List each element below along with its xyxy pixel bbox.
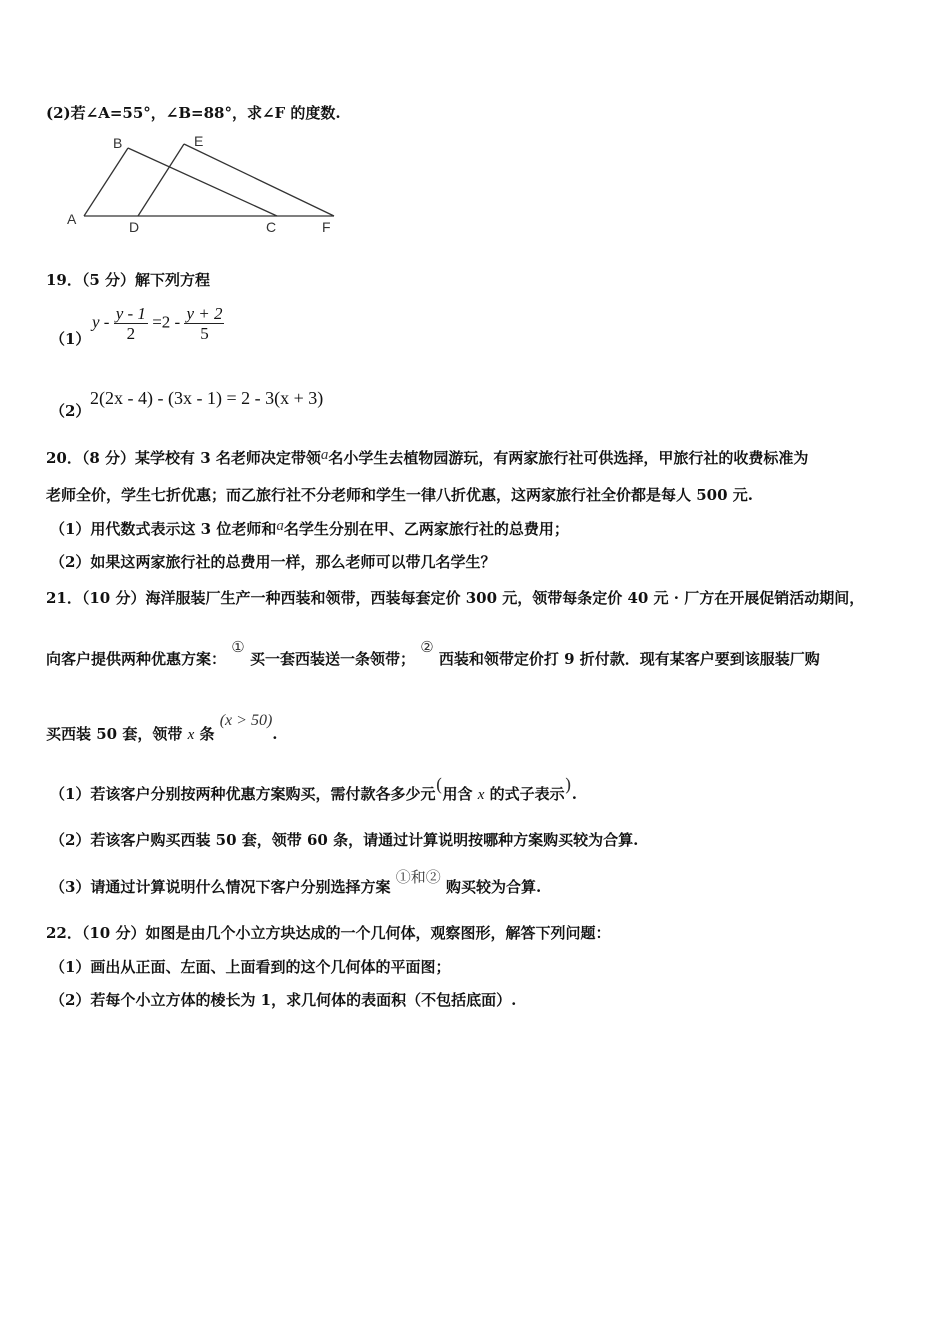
q21-line-3a: 买西装 50 套，领带 <box>46 725 183 743</box>
q19-equation-2: 2(2x - 4) - (3x - 1) = 2 - 3(x + 3) <box>90 388 324 408</box>
segment-DE <box>138 144 184 216</box>
q21-sub-1-var-x: x <box>477 787 485 803</box>
q21-sub-1-end: . <box>571 785 577 803</box>
q20-line-1b: 名小学生去植物园游玩，有两家旅行社可供选择，甲旅行社的收费标准为 <box>328 449 809 467</box>
q19-part2-label: （2） <box>50 402 91 420</box>
point-C-label: C <box>266 219 277 235</box>
q19-eq1-var-y: y <box>92 312 100 332</box>
point-D-label: D <box>129 219 140 235</box>
q21-line-2a: 向客户提供两种优惠方案： <box>46 650 227 668</box>
q19-part1-label: （1） <box>50 330 91 348</box>
q21-sub-3b: 购买较为合算. <box>445 878 542 896</box>
segment-EF <box>184 144 334 216</box>
q19-eq1-equals: =2 - <box>152 312 181 332</box>
q21-sub-3 <box>50 868 542 897</box>
q20-line-1a: 20．（8 分）某学校有 3 名老师决定带领 <box>46 449 321 467</box>
q21-line-2b: 买一套西装送一条领带； <box>249 650 415 668</box>
q20-line-2: 老师全价，学生七折优惠；而乙旅行社不分老师和学生一律八折优惠，这两家旅行社全价都是每人 500 元. <box>46 486 753 504</box>
q19-eq1-fraction-1 <box>114 304 148 343</box>
q21-sub-1-right-paren: ) <box>564 775 572 796</box>
q21-sub-1a: （1）若该客户分别按两种优惠方案购买，需付款各多少元 <box>50 785 436 803</box>
q21-var-x: x <box>187 727 195 743</box>
q21-line-2 <box>46 638 820 669</box>
q21-sub-2: （2）若该客户购买西装 50 套，领带 60 条，请通过计算说明按哪种方案购买较为合算. <box>50 831 639 849</box>
q20-sub-2: （2）如果这两家旅行社的总费用一样，那么老师可以带几名学生？ <box>50 553 496 571</box>
q21-line-2c: 西装和领带定价打 9 折付款．现有某客户要到该服装厂购 <box>438 650 820 668</box>
segment-AB <box>84 148 128 216</box>
q21-line-1: 21．（10 分）海洋服装厂生产一种西装和领带，西装每套定价 300 元，领带每条定价 40 元 · 厂方在开展促销活动期间， <box>46 589 865 607</box>
point-B-label: B <box>113 135 123 151</box>
q19-equation-1 <box>92 304 224 343</box>
q19-eq1-frac2-denominator: 5 <box>200 324 209 343</box>
point-A-label: A <box>67 211 77 227</box>
q21-sub-1-left-paren: ( <box>435 775 443 796</box>
q21-line-3 <box>46 712 278 744</box>
q21-option-2-symbol: ② <box>420 638 434 656</box>
q20-sub-1b: 名学生分别在甲、乙两家旅行社的总费用； <box>283 520 569 538</box>
q21-sub-3a: （3）请通过计算说明什么情况下客户分别选择方案 <box>50 878 391 896</box>
q20-var-a: a <box>320 447 329 463</box>
q21-line-3b: 条 <box>199 725 215 743</box>
q21-sub-1c: 的式子表示 <box>489 785 565 803</box>
q20-line-1 <box>46 447 808 468</box>
q18-part2-text: (2)若∠A=55°，∠B=88°，求∠F 的度数. <box>46 104 341 122</box>
q21-sub-1 <box>50 775 577 804</box>
q22-sub-1: （1）画出从正面、左面、上面看到的这个几何体的平面图； <box>50 958 451 976</box>
q19-eq1-frac1-denominator: 2 <box>126 324 136 343</box>
q19-title: 19．（5 分）解下列方程 <box>46 271 211 289</box>
segment-BC <box>128 148 277 216</box>
q20-sub-1 <box>50 518 569 539</box>
q20-sub-1-var-a: a <box>276 518 284 534</box>
point-E-label: E <box>194 133 204 149</box>
q20-sub-1a: （1）用代数式表示这 3 位老师和 <box>50 520 277 538</box>
q21-sub-3-options: ①和② <box>395 868 441 886</box>
q22-sub-2: （2）若每个小立方体的棱长为 1，求几何体的表面积（不包括底面）. <box>50 991 517 1009</box>
q22-line-1: 22．（10 分）如图是由几个小立方块达成的一个几何体，观察图形，解答下列问题： <box>46 924 611 942</box>
q19-eq1-frac2-numerator: y + 2 <box>186 304 223 323</box>
q21-condition: (x > 50) <box>219 712 273 729</box>
q21-option-1-symbol: ① <box>231 638 245 656</box>
q19-eq1-frac1-numerator: y - 1 <box>115 304 146 323</box>
q21-line-3-end: . <box>272 725 278 743</box>
point-F-label: F <box>322 219 331 235</box>
q21-sub-1b: 用含 <box>442 785 473 803</box>
q19-eq1-fraction-2 <box>184 304 224 343</box>
q19-eq1-minus: - <box>103 312 110 332</box>
triangle-figure <box>60 128 350 240</box>
